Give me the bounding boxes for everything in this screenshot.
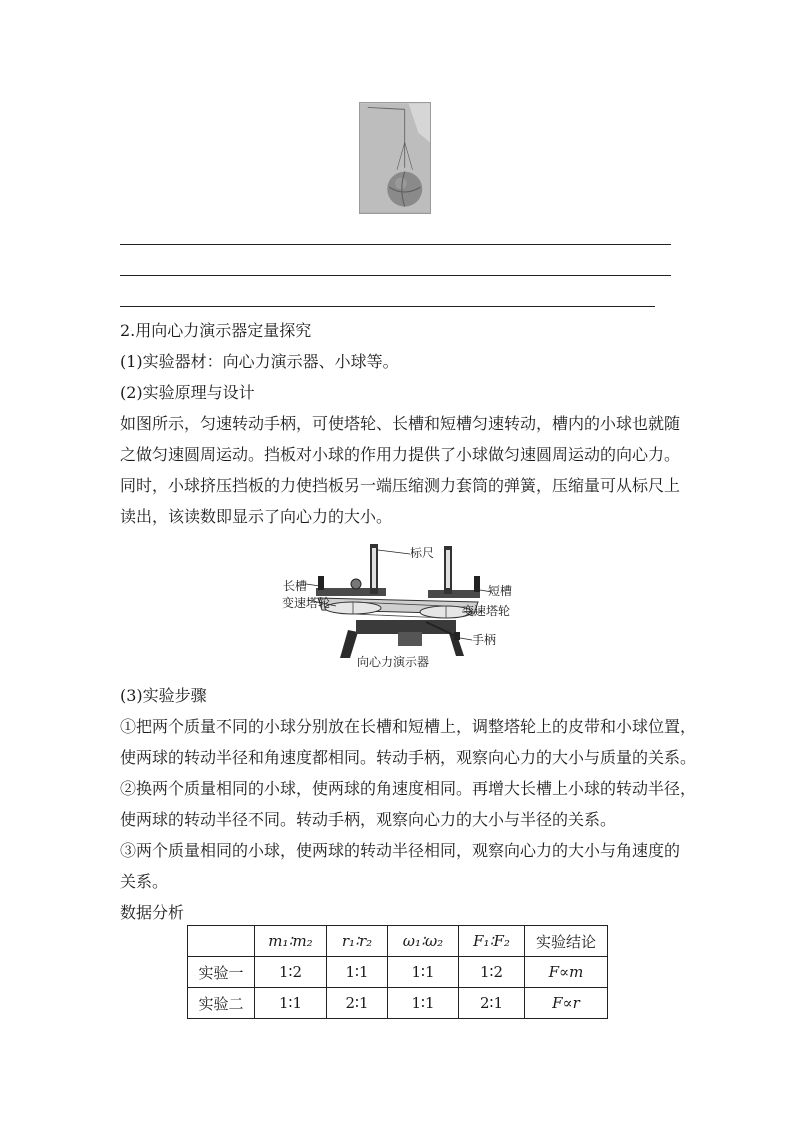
principle-line: 同时，小球挤压挡板的力使挡板另一端压缩测力套筒的弹簧，压缩量可从标尺上 [120,476,681,495]
label-handle: 手柄 [472,633,497,647]
hanging-ball-photo [359,102,431,214]
principle-heading: (2)实验原理与设计 [120,383,255,402]
table-cell: 实验二 [188,988,255,1019]
table-header-cell: 实验结论 [525,926,608,957]
table-row [188,988,608,1019]
table-cell: 实验一 [188,957,255,988]
table-cell: 1∶1 [255,988,327,1019]
table-cell: 1∶2 [255,957,327,988]
steps-heading: (3)实验步骤 [120,686,207,705]
table-cell: F∝m [525,957,608,988]
principle-line: 之做匀速圆周运动。挡板对小球的作用力提供了小球做匀速圆周运动的向心力。 [120,445,681,464]
table-cell: 1∶2 [459,957,525,988]
table-header-cell: m₁∶m₂ [255,926,327,957]
principle-line: 如图所示，匀速转动手柄，可使塔轮、长槽和短槽匀速转动，槽内的小球也就随 [120,414,681,433]
step-line: ①把两个质量不同的小球分别放在长槽和短槽上，调整塔轮上的皮带和小球位置， [120,717,697,736]
principle-line: 读出，该读数即显示了向心力的大小。 [120,507,393,526]
table-header-cell: F₁∶F₂ [459,926,525,957]
table-cell: 1∶1 [388,988,459,1019]
answer-line-2 [120,275,671,276]
table-cell: 2∶1 [459,988,525,1019]
section-title: 2.用向心力演示器定量探究 [120,321,312,340]
apparatus-caption: 向心力演示器 [357,655,430,669]
table-header-cell: ω₁∶ω₂ [388,926,459,957]
step-line: ③两个质量相同的小球，使两球的转动半径相同，观察向心力的大小与角速度的 [120,841,681,860]
label-pulley-left: 变速塔轮 [282,596,331,610]
table-cell: 2∶1 [327,988,388,1019]
hanging-ball-image [360,103,430,213]
answer-line-1 [120,244,671,245]
table-cell: F∝r [525,988,608,1019]
step-line: 关系。 [120,872,169,891]
label-long-groove: 长槽 [283,579,308,593]
step-line: 使两球的转动半径不同。转动手柄，观察向心力的大小与半径的关系。 [120,810,617,829]
label-ruler: 标尺 [410,546,435,560]
step-line: 使两球的转动半径和角速度都相同。转动手柄，观察向心力的大小与质量的关系。 [120,748,697,767]
answer-line-3 [120,306,655,307]
table-header-cell [188,926,255,957]
table-cell: 1∶1 [327,957,388,988]
table-header-row [188,926,608,957]
label-short-groove: 短槽 [488,584,513,598]
table-header-cell: r₁∶r₂ [327,926,388,957]
data-analysis-table [187,925,608,1019]
materials-text: (1)实验器材：向心力演示器、小球等。 [120,352,399,371]
table-cell: 1∶1 [388,957,459,988]
label-pulley-right: 变速塔轮 [462,604,511,618]
step-line: ②换两个质量相同的小球，使两球的角速度相同。再增大长槽上小球的转动半径， [120,779,697,798]
table-row [188,957,608,988]
data-heading: 数据分析 [120,903,185,922]
